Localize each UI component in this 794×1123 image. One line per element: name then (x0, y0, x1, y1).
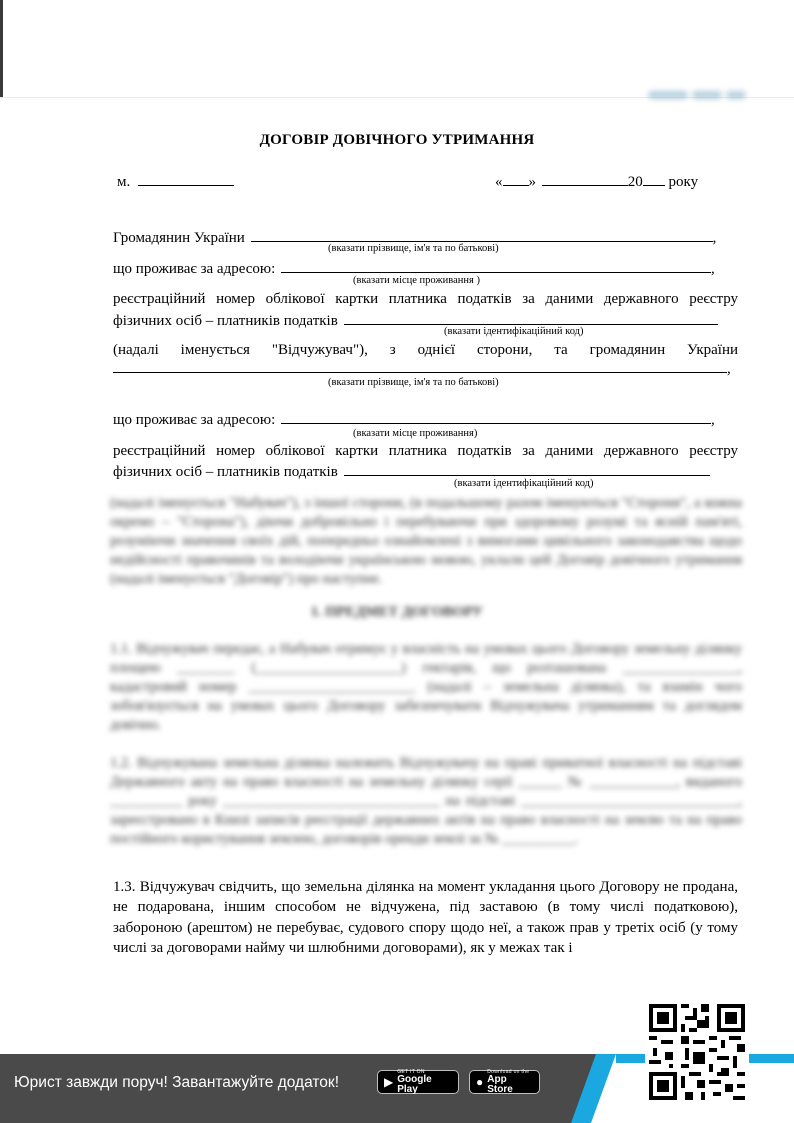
day-blank[interactable] (503, 171, 529, 186)
party2-address-blank[interactable] (281, 409, 711, 424)
year-prefix: 20 (627, 174, 643, 190)
party1-name-hint: (вказати прізвище, ім'я та по батькові) (328, 243, 499, 254)
google-play-badge[interactable] (377, 1070, 459, 1094)
date-line (495, 171, 698, 191)
party1-address-line: що проживає за адресою: , (113, 258, 715, 278)
blurred-paragraph-1-1: 1.1. Відчужувач передає, а Набувач отримує у власність на умовах цього Договору земельну ділянку площею ________ (____________________) гектарів, що розташована ________________, кадастровий номер _______________________ (надалі – земельна ділянка), та взамін чого зобов'язується на умовах цього Договору забезпечувати Відчужувача утриманням та доглядом довічно. (110, 641, 742, 733)
party1-tax-blank[interactable] (344, 310, 718, 325)
date-close-quote: » (528, 174, 536, 190)
apple-icon: ● (476, 1075, 484, 1089)
party2-address-label: що проживає за адресою: (113, 412, 276, 428)
party2-name-blank[interactable] (113, 358, 727, 373)
party1-address-label: що проживає за адресою: (113, 261, 276, 277)
party2-tax-label: фізичних осіб – платників податків (113, 464, 338, 480)
party2-address-line: що проживає за адресою: , (113, 409, 715, 429)
google-play-small-text: GET IT ON (397, 1068, 425, 1075)
party1-tax-line2 (113, 310, 718, 330)
corner-decoration (0, 0, 3, 98)
date-open-quote: « (495, 174, 503, 190)
party1-tax-line1: реєстраційний номер облікової картки платника податків за даними державного реєстру (113, 291, 738, 307)
document-title: ДОГОВІР ДОВІЧНОГО УТРИМАННЯ (259, 132, 535, 148)
app-store-small-text: Download on the (487, 1068, 530, 1075)
party1-tax-label: фізичних осіб – платників податків (113, 313, 338, 329)
banner-text: Юрист завжди поруч! Завантажуйте додаток! (14, 1074, 340, 1091)
party2-tax-line2 (113, 461, 710, 481)
clause-1-3: 1.3. Відчужувач свідчить, що земельна ділянка на момент укладання цього Договору не продана, не подарована, іншим способом не відчужена, під заставою (в тому числі податковою), забороною (арештом) не перебуває, судового спору щодо неї, а також прав у третіх осіб (у тому числі за договорами найму чи шлюбними договорами), як у межах так і (113, 879, 738, 956)
year-suffix: року (668, 174, 699, 190)
city-line (117, 171, 234, 191)
party2-name-hint: (вказати прізвище, ім'я та по батькові) (328, 377, 499, 388)
party1-citizen-label: Громадянин України (113, 230, 245, 246)
party2-tax-line1: реєстраційний номер облікової картки платника податків за даними державного реєстру (113, 443, 738, 459)
party1-citizen-line: Громадянин України , (113, 227, 716, 247)
year-blank[interactable] (643, 171, 665, 186)
party2-tax-hint: (вказати ідентифікаційний код) (454, 478, 594, 489)
google-play-icon: ▶ (384, 1075, 394, 1089)
app-store-label: App Store (487, 1073, 513, 1095)
blurred-section-title: 1. ПРЕДМЕТ ДОГОВОРУ (310, 604, 484, 620)
city-prefix: м. (117, 174, 131, 190)
party1-name-blank[interactable] (251, 227, 713, 242)
city-blank[interactable] (138, 171, 234, 186)
google-play-label: Google Play (397, 1073, 432, 1095)
party1-tax-hint: (вказати ідентифікаційний код) (444, 326, 584, 337)
party1-address-hint: (вказати місце проживання ) (353, 275, 480, 286)
party2-address-hint: (вказати місце проживання) (353, 428, 478, 439)
party2-tax-blank[interactable] (344, 461, 710, 476)
blurred-paragraph-1-2: 1.2. Відчужувана земельна ділянка належить Відчужувачу на праві приватної власності на підставі Державного акту на право власності на земельну ділянку серії ______ № ____________, виданого __________ року ______________________________ на підставі ______________________________, зареєстровано в Книзі записів реєстрації державних актів на право власності на землю та на право постійного користування землею, договорів оренди землі за № __________. (110, 755, 742, 847)
party1-role-text: (надалі іменується "Відчужувач"), з однієї сторони, та громадянин України (113, 342, 738, 358)
qr-code-icon[interactable] (645, 1000, 749, 1104)
blurred-intro-paragraph: (надалі іменується "Набувач"), з іншої сторони, (в подальшому разом іменуються "Сторони", а кожна окремо – "Сторона"), діючи добровільно і перебуваючи при здоровому розумі та ясній пам'яті, розуміючи значення своїх дій, попередньо ознайомлені з вимогами цивільного законодавства щодо недійсності правочинів та володіючи українською мовою, уклали цей Договір довічного утримання (надалі іменується "Договір") про наступне. (110, 495, 742, 587)
party1-address-blank[interactable] (281, 258, 711, 273)
month-blank[interactable] (542, 171, 628, 186)
app-store-badge[interactable] (469, 1070, 540, 1094)
site-logo-blurred (648, 86, 768, 100)
party2-name-line: , (113, 358, 731, 378)
